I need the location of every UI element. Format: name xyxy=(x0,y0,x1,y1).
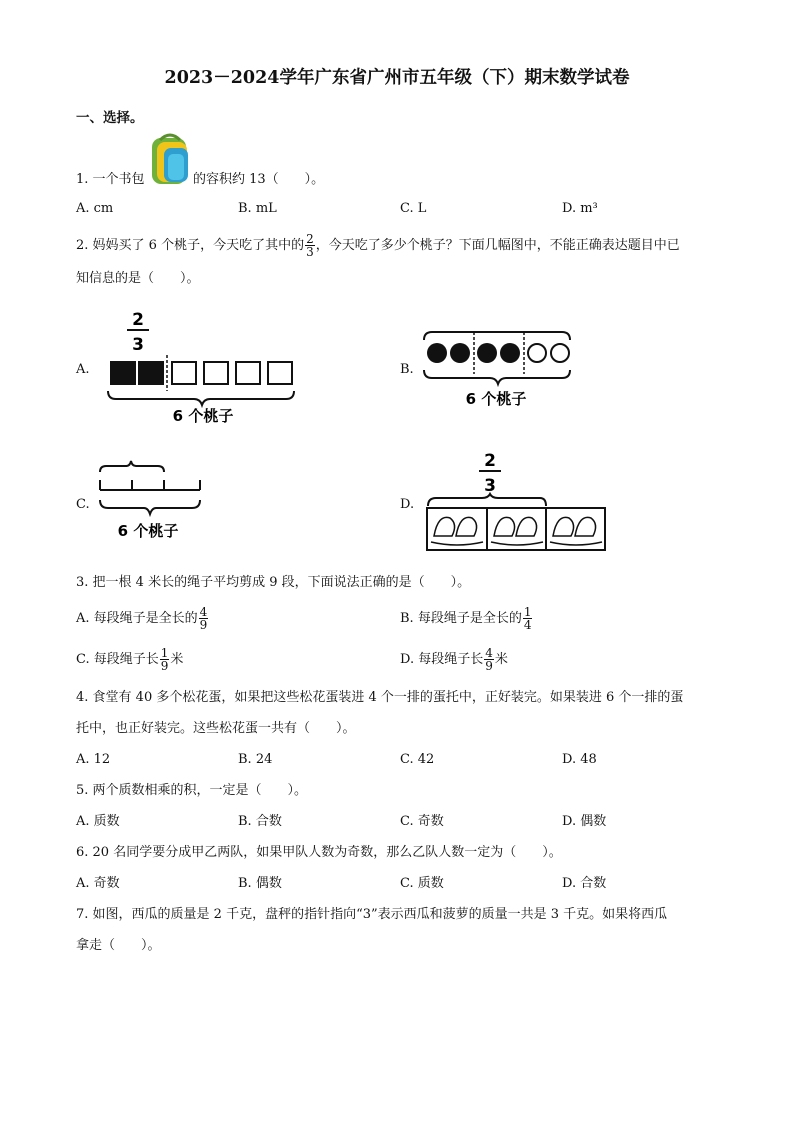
q2-figure-d xyxy=(424,448,610,554)
q2-figure-c xyxy=(96,458,206,546)
q3-option-a[interactable]: A. 每段绳子是全长的 $\frac{4}{9}$ xyxy=(76,605,208,632)
fig-d-numerator: 2 xyxy=(484,451,496,471)
q1-option-b[interactable]: B. mL xyxy=(238,201,277,216)
fig-a-denominator: 3 xyxy=(132,335,144,355)
q7-stem-line1: 7. 如图，西瓜的质量是 2 千克，盘秤的指针指向“3”表示西瓜和菠萝的质量一共是 3 千克。如果将西瓜 xyxy=(76,907,668,922)
q4-option-a[interactable]: A. 12 xyxy=(76,752,111,767)
q1-option-c[interactable]: C. L xyxy=(400,201,427,216)
q6-option-b[interactable]: B. 偶数 xyxy=(238,876,282,891)
q3-option-b[interactable]: B. 每段绳子是全长的 $\frac{1}{4}$ xyxy=(400,605,532,632)
fig-a-numerator: 2 xyxy=(132,310,144,330)
q5-option-b[interactable]: B. 合数 xyxy=(238,814,282,829)
q4-stem-line2: 托中，也正好装完。这些松花蛋一共有（ ）。 xyxy=(76,721,356,736)
q1-stem-post: 的容积约 13（ ）。 xyxy=(193,172,325,187)
q1-stem-pre: 1. 一个书包 xyxy=(76,172,145,187)
q6-option-c[interactable]: C. 质数 xyxy=(400,876,444,891)
backpack-icon xyxy=(148,132,194,188)
q5-option-c[interactable]: C. 奇数 xyxy=(400,814,444,829)
q2-fraction: $\frac{2}{3}$ xyxy=(306,232,314,259)
q4-option-c[interactable]: C. 42 xyxy=(400,752,435,767)
fig-a-caption: 6 个桃子 xyxy=(172,407,234,425)
q2-figure-a xyxy=(100,305,300,427)
q4-option-d[interactable]: D. 48 xyxy=(562,752,597,767)
q2-stem-post: ，今天吃了多少个桃子？下面几幅图中，不能正确表达题目中已 xyxy=(315,238,680,253)
q6-option-d[interactable]: D. 合数 xyxy=(562,876,607,891)
q2-label-b[interactable]: B. xyxy=(400,362,414,377)
q2-label-d[interactable]: D. xyxy=(400,497,415,512)
q1-option-a[interactable]: A. cm xyxy=(76,201,114,216)
q2-stem xyxy=(76,231,680,261)
q4-option-b[interactable]: B. 24 xyxy=(238,752,273,767)
q2-figure-b xyxy=(420,328,580,412)
q7-stem-line2: 拿走（ ）。 xyxy=(76,938,161,953)
q4-stem-line1: 4. 食堂有 40 多个松花蛋，如果把这些松花蛋装进 4 个一排的蛋托中，正好装完。如果装进 6 个一排的蛋 xyxy=(76,690,684,705)
page-title: 2023－2024学年广东省广州市五年级（下）期末数学试卷 xyxy=(164,68,630,88)
q3-option-d[interactable]: D. 每段绳子长 $\frac{4}{9}$ 米 xyxy=(400,646,508,673)
q6-option-a[interactable]: A. 奇数 xyxy=(76,876,120,891)
q5-option-a[interactable]: A. 质数 xyxy=(76,814,120,829)
fig-c-caption: 6 个桃子 xyxy=(117,522,179,540)
q2-label-a[interactable]: A. xyxy=(76,362,90,377)
fig-b-caption: 6 个桃子 xyxy=(465,390,527,408)
section-heading: 一、选择。 xyxy=(76,110,144,126)
q6-stem: 6. 20 名同学要分成甲乙两队，如果甲队人数为奇数，那么乙队人数一定为（ ）。 xyxy=(76,845,562,860)
q5-option-d[interactable]: D. 偶数 xyxy=(562,814,607,829)
fig-d-denominator: 3 xyxy=(484,476,496,496)
q1-option-d[interactable]: D. m³ xyxy=(562,201,598,216)
q3-option-c[interactable]: C. 每段绳子长 $\frac{1}{9}$ 米 xyxy=(76,646,184,673)
q2-label-c[interactable]: C. xyxy=(76,497,90,512)
q2-stem-pre: 2. 妈妈买了 6 个桃子，今天吃了其中的 xyxy=(76,238,305,253)
q3-stem: 3. 把一根 4 米长的绳子平均剪成 9 段，下面说法正确的是（ ）。 xyxy=(76,575,471,590)
q2-stem-line2: 知信息的是（ ）。 xyxy=(76,271,200,286)
q5-stem: 5. 两个质数相乘的积，一定是（ ）。 xyxy=(76,783,308,798)
